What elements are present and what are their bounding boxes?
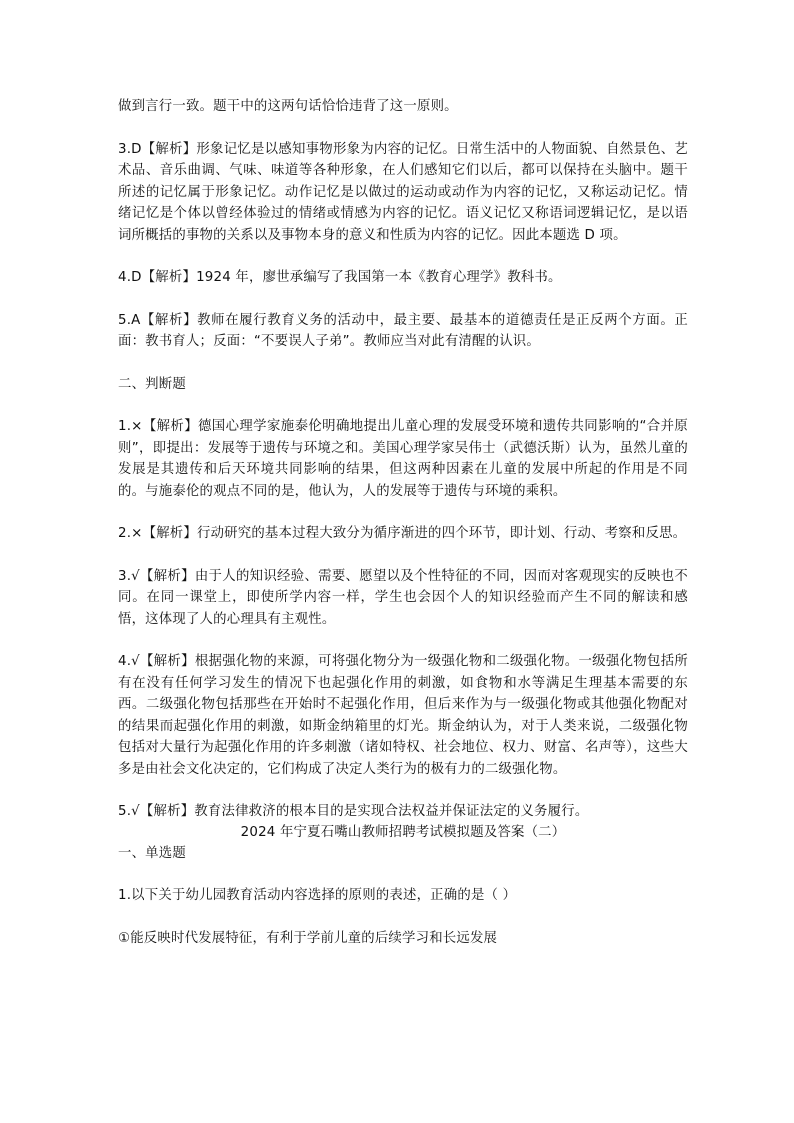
section-heading-single-choice: 一、单选题 [118,845,186,861]
answer-item: 2.×【解析】行动研究的基本过程大致分为循序渐进的四个环节，即计划、行动、考察和反思。 [118,526,687,541]
exam-title: 2024 年宁夏石嘴山教师招聘考试模拟题及答案（二） [240,824,566,840]
answer-item: 5.√【解析】教育法律救济的根本目的是实现合法权益并保证法定的义务履行。 [118,804,589,819]
answer-item: 5.A【解析】教师在履行教育义务的活动中，最主要、最基本的道德责任是正反两个方面。正面：教书育人；反面：“不要误人子弟”。教师应当对此有清醒的认识。 [118,312,688,349]
document-body [118,96,688,970]
section-heading-judgment: 二、判断题 [118,376,186,392]
answer-item: 3.D【解析】形象记忆是以感知事物形象为内容的记忆。日常生活中的人物面貌、自然景色、艺术品、音乐曲调、气味、味道等各种形象，在人们感知它们以后，都可以保持在头脑中。题干所述的记忆属于形象记忆。动作记忆是以做过的运动或动作为内容的记忆，又称运动记忆。情绪记忆是个体以曾经体验过的情绪或情感为内容的记忆。语义记忆又称语词逻辑记忆，是以语词所概括的事物的关系以及事物本身的意义和性质为内容的记忆。因此本题选 D 项。 [118,141,688,243]
question-1: 1.以下关于幼儿园教育活动内容选择的原则的表述，正确的是（ ） [118,888,517,903]
answer-item: 3.√【解析】由于人的知识经验、需要、愿望以及个性特征的不同，因而对客观现实的反映也不同。在同一课堂上，即使所学内容一样，学生也会因个人的知识经验而产生不同的解读和感悟，这体现了人的心理具有主观性。 [118,568,688,627]
question-1-option-1: ①能反映时代发展特征，有利于学前儿童的后续学习和长远发展 [118,930,498,946]
answer-item: 1.×【解析】德国心理学家施泰伦明确地提出儿童心理的发展受环境和遗传共同影响的“合并原则”，即提出：发展等于遗传与环境之和。美国心理学家吴伟士（武德沃斯）认为，虽然儿童的发展是其遗传和后天环境共同影响的结果，但这两种因素在儿童的发展中所起的作用是不同的。与施泰伦的观点不同的是，他认为，人的发展等于遗传与环境的乘积。 [118,419,688,499]
answer-item: 4.D【解析】1924 年，廖世承编写了我国第一本《教育心理学》教科书。 [118,270,562,285]
continuation-paragraph: 做到言行一致。题干中的这两句话恰恰违背了这一原则。 [118,99,458,114]
answers-part2 [118,416,688,823]
answers-part1 [118,139,688,353]
answer-item: 4.√【解析】根据强化物的来源，可将强化物分为一级强化物和二级强化物。一级强化物包括所有在没有任何学习发生的情况下也起强化作用的刺激，如食物和水等满足生理基本需要的东西。二级强化物包括那些在开始时不起强化作用，但后来作为与一级强化物或其他强化物配对的结果而起强化作用的刺激，如斯金纳箱里的灯光。斯金纳认为，对于人类来说，二级强化物包括对大量行为起强化作用的许多刺激（诸如特权、社会地位、权力、财富、名声等），这些大多是由社会文化决定的，它们构成了决定人类行为的极有力的二级强化物。 [118,654,688,777]
